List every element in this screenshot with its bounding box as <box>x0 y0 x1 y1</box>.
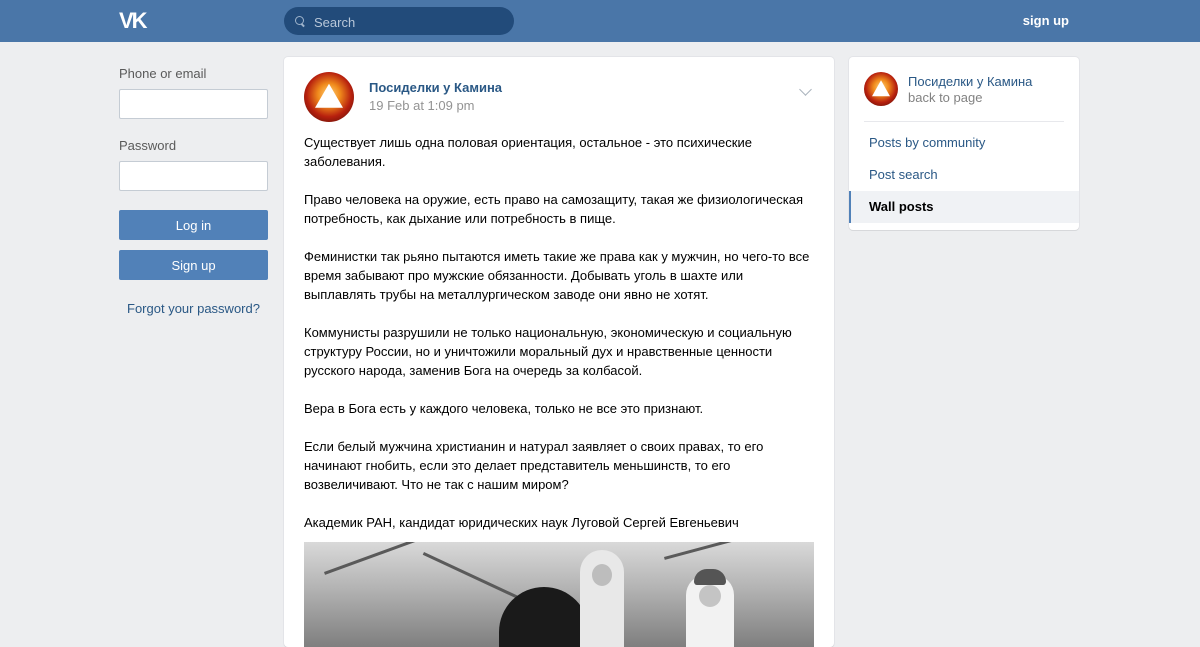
menu-wall-posts[interactable]: Wall posts <box>849 191 1079 223</box>
post-paragraph: Академик РАН, кандидат юридических наук Луговой Сергей Евгеньевич <box>304 515 739 530</box>
header-signup-link[interactable]: sign up <box>1022 13 1069 28</box>
photo-figure <box>686 575 734 647</box>
menu-posts-by-community[interactable]: Posts by community <box>869 135 986 150</box>
photo-figure <box>580 550 624 647</box>
post-paragraph: Существует лишь одна половая ориентация, остальное - это психические заболевания. <box>304 135 752 169</box>
community-side-card <box>849 57 1079 230</box>
phone-label: Phone or email <box>119 66 207 81</box>
photo-branch <box>664 542 800 560</box>
password-field[interactable] <box>119 161 268 191</box>
signup-button[interactable]: Sign up <box>119 250 268 280</box>
post-author-link[interactable]: Посиделки у Камина <box>369 80 503 95</box>
divider <box>864 121 1064 122</box>
post-paragraph: Коммунисты разрушили не только национальную, экономическую и социальную структуру России, но и уничтожили моральный дух и нравственные ценности русского народа, заменив Бога на очередь за колбасой. <box>304 325 792 378</box>
menu-post-search[interactable]: Post search <box>869 167 938 182</box>
post-paragraph: Если белый мужчина христианин и натурал заявляет о своих правах, то его начинают гнобить, если это делает представитель меньшинств, то его возвеличивают. Что не так с нашим миром? <box>304 439 764 492</box>
post-date[interactable]: 19 Feb at 1:09 pm <box>369 98 475 113</box>
login-form <box>119 66 268 316</box>
phone-email-field[interactable] <box>119 89 268 119</box>
post-paragraph: Право человека на оружие, есть право на самозащиту, такая же физиологическая потребность, как дыхание или потребность в пище. <box>304 192 804 226</box>
community-avatar-small[interactable] <box>864 72 898 106</box>
search-input[interactable] <box>312 7 506 37</box>
login-button[interactable]: Log in <box>119 210 268 240</box>
password-label: Password <box>119 138 177 153</box>
top-header <box>0 0 1200 42</box>
post-paragraph: Вера в Бога есть у каждого человека, только не все это признают. <box>304 401 704 416</box>
photo-branch <box>324 542 475 575</box>
vk-logo[interactable]: VK <box>119 8 146 33</box>
chevron-down-icon[interactable] <box>799 83 812 96</box>
back-to-page-link[interactable]: back to page <box>908 90 983 105</box>
post-paragraph: Феминистки так рьяно пытаются иметь такие же права как у мужчин, но чего-то все время забывают про мужские обязанности. Добывать уголь в шахте или выплавлять трубы на металлургическом заводе они явно не хотят. <box>304 249 810 302</box>
side-community-title[interactable]: Посиделки у Камина <box>908 74 1033 89</box>
side-menu <box>849 127 1079 223</box>
wall-post <box>284 57 834 647</box>
search-icon <box>295 16 304 25</box>
post-photo[interactable] <box>304 542 814 647</box>
triangle-emblem-icon <box>872 80 890 96</box>
community-avatar[interactable] <box>304 72 354 122</box>
search-box[interactable] <box>284 7 514 35</box>
forgot-password-link[interactable]: Forgot your password? <box>127 301 260 316</box>
post-text <box>304 133 816 551</box>
triangle-emblem-icon <box>315 84 343 108</box>
